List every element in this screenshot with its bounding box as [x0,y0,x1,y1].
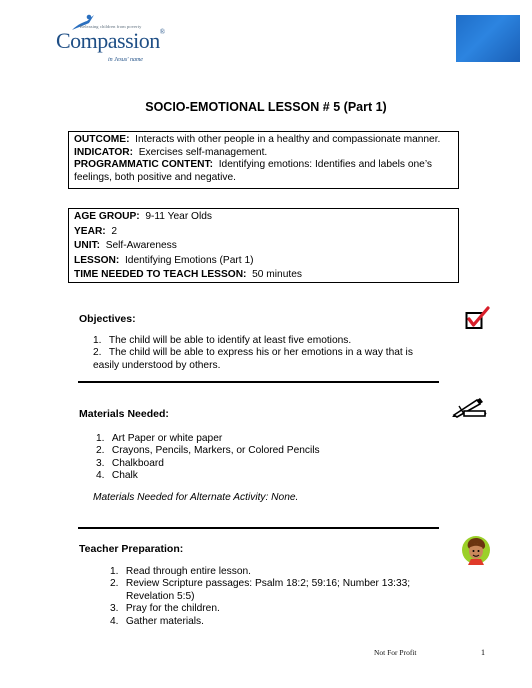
list-item: 2. Review Scripture passages: Psalm 18:2; 59:16; Number 13:33; [110,578,411,590]
section-divider [78,527,439,529]
list-item: 4. Gather materials. [110,615,204,627]
page-number: 1 [481,648,485,657]
list-item: 2. Crayons, Pencils, Markers, or Colored Pencils [96,445,320,457]
footer-text: Not For Profit [374,648,417,657]
materials-list [96,433,320,483]
time-needed-line: TIME NEEDED TO TEACH LESSON: 50 minutes [74,269,302,281]
pencil-crayon-icon [451,396,487,418]
checkbox-check-icon [465,306,491,330]
outcome-line: OUTCOME: Interacts with other people in a healthy and compassionate manner. [74,134,441,145]
objectives-heading: Objectives: [79,313,136,325]
list-item: 3. Pray for the children. [110,603,220,615]
teacher-preparation-heading: Teacher Preparation: [79,543,184,555]
child-face-icon [461,534,491,566]
alternate-materials-note: Materials Needed for Alternate Activity: None. [93,492,299,503]
list-item-cont: Revelation 5:5) [126,590,195,602]
list-item: 3. Chalkboard [96,457,164,469]
list-item: 1. Art Paper or white paper [96,433,223,444]
list-item: 1. The child will be able to identify at least five emotions. [93,335,352,346]
outcome-box [68,131,459,189]
page-title: SOCIO-EMOTIONAL LESSON # 5 (Part 1) [145,100,387,114]
logo-tagline: Releasing children from poverty [80,24,142,29]
decorative-blue-block [456,15,520,62]
lesson-line: LESSON: Identifying Emotions (Part 1) [74,254,254,266]
year-line: YEAR: 2 [74,225,118,237]
list-item: 1. Read through entire lesson. [110,566,252,577]
list-item: 2. The child will be able to express his or her emotions in a way that is [93,347,413,359]
lesson-info-box [68,208,459,283]
age-group-line: AGE GROUP: 9-11 Year Olds [74,211,212,222]
unit-line: UNIT: Self-Awareness [74,240,177,252]
content-line-cont: feelings, both positive and negative. [74,171,236,183]
objectives-list [93,335,413,372]
logo-name: Compassion® [56,28,165,53]
materials-heading: Materials Needed: [79,408,169,420]
indicator-line: INDICATOR: Exercises self-management. [74,146,268,158]
preparation-list [110,566,410,628]
section-divider [78,381,439,383]
content-line: PROGRAMMATIC CONTENT: Identifying emotions: Identifies and labels one’s [74,159,433,170]
list-item-cont: easily understood by others. [93,359,221,371]
list-item: 4. Chalk [96,470,138,482]
logo-subline: in Jesus' name [108,57,143,63]
compassion-logo [56,14,171,66]
